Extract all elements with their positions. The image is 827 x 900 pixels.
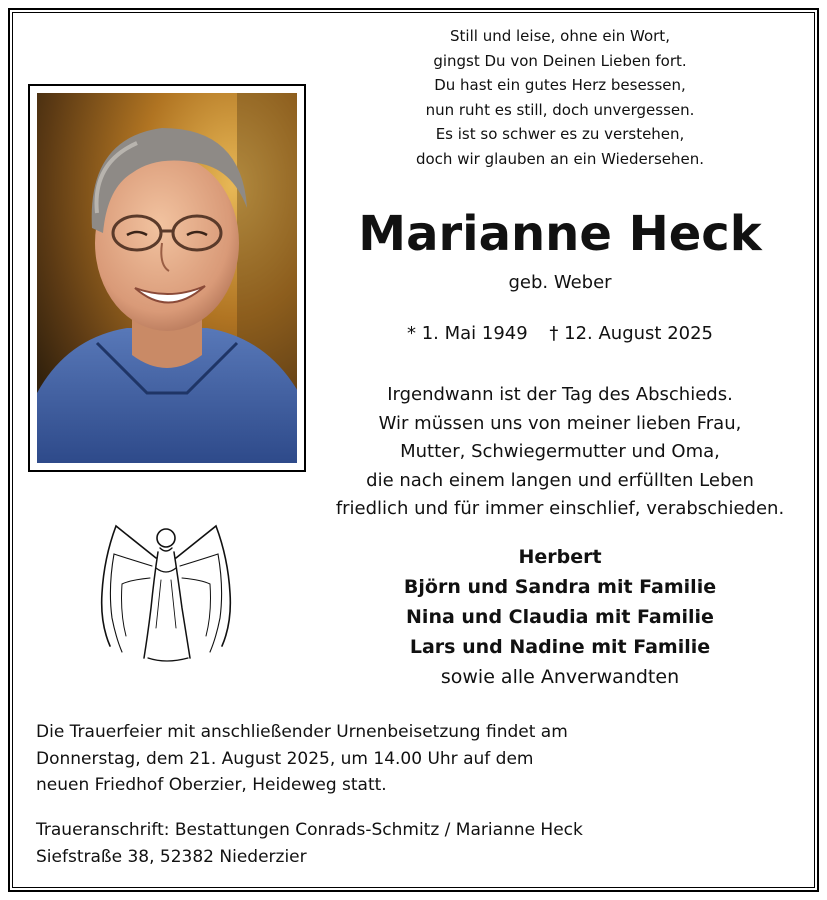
- ceremony-line: Die Trauerfeier mit anschließender Urnenbeisetzung findet am: [36, 722, 568, 742]
- address-line: Traueranschrift: Bestattungen Conrads-Schmitz / Marianne Heck: [36, 820, 583, 840]
- family-member: Lars und Nadine mit Familie: [409, 636, 711, 658]
- family-signature: [360, 542, 760, 692]
- ceremony-line: neuen Friedhof Oberzier, Heideweg statt.: [36, 775, 387, 795]
- ceremony-line: Donnerstag, dem 21. August 2025, um 14.00 Uhr auf dem: [36, 748, 534, 769]
- family-member: Björn und Sandra mit Familie: [403, 576, 717, 598]
- poem: [330, 24, 790, 172]
- message-line: die nach einem langen und erfüllten Leben: [366, 469, 754, 491]
- family-member: Nina und Claudia mit Familie: [406, 606, 714, 628]
- message-line: Irgendwann ist der Tag des Abschieds.: [387, 384, 733, 405]
- poem-line: nun ruht es still, doch unvergessen.: [425, 100, 695, 119]
- angel-icon: [96, 518, 236, 666]
- maiden-name: geb. Weber: [508, 272, 612, 293]
- poem-line: Du hast ein gutes Herz besessen,: [434, 76, 686, 95]
- address-line: Siefstraße 38, 52382 Niederzier: [36, 846, 307, 867]
- poem-line: doch wir glauben an ein Wiedersehen.: [415, 149, 704, 168]
- message-line: Wir müssen uns von meiner lieben Frau,: [378, 412, 742, 434]
- deceased-name: Marianne Heck: [358, 206, 762, 262]
- birth-date: * 1. Mai 1949: [406, 323, 528, 344]
- poem-line: Still und leise, ohne ein Wort,: [450, 27, 670, 45]
- life-dates: [330, 323, 790, 344]
- death-date: † 12. August 2025: [549, 323, 714, 344]
- message-line: Mutter, Schwiegermutter und Oma,: [400, 441, 720, 462]
- mourning-address: [36, 817, 796, 870]
- farewell-message: [320, 381, 800, 524]
- poem-line: gingst Du von Deinen Lieben fort.: [433, 51, 687, 70]
- family-member: Herbert: [518, 546, 602, 568]
- portrait-photo: [37, 93, 297, 463]
- family-closing: sowie alle Anverwandten: [440, 666, 680, 688]
- ceremony-info: [36, 719, 796, 799]
- portrait-frame: [28, 84, 306, 472]
- message-line: friedlich und für immer einschlief, verabschieden.: [335, 498, 785, 519]
- poem-line: Es ist so schwer es zu verstehen,: [435, 125, 685, 144]
